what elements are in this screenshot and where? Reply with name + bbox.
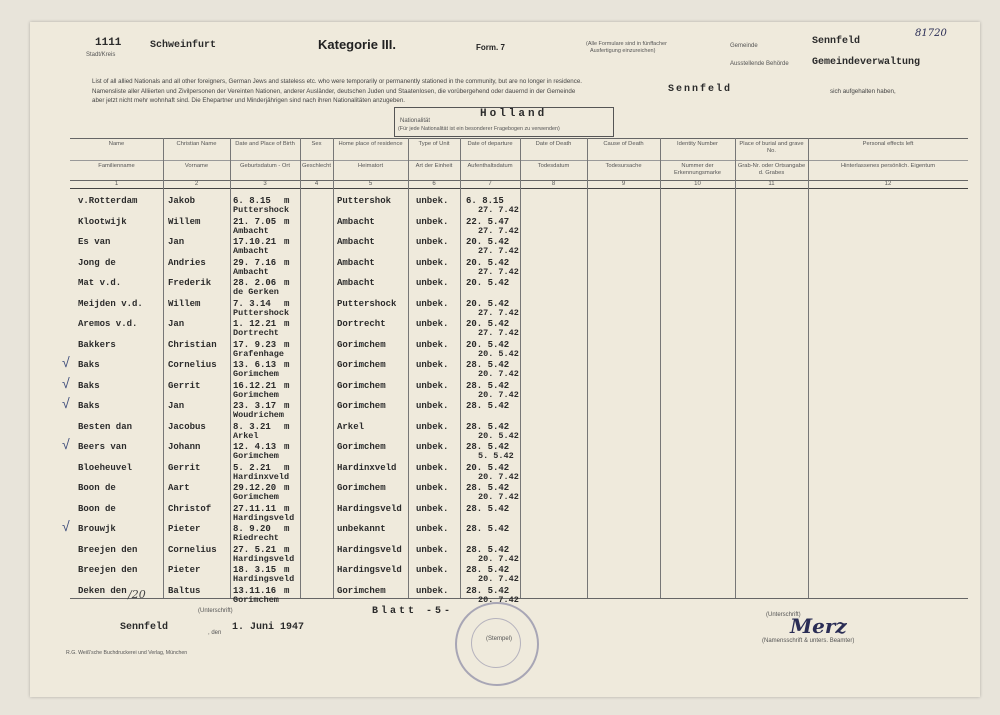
date-second-cell: 20. 7.42 [478, 369, 519, 379]
first-name-cell: Jacobus [168, 421, 206, 432]
birth-place-cell: Gorimchem [233, 389, 279, 400]
column-divider [520, 138, 521, 598]
date-second-cell: 20. 7.42 [478, 471, 519, 482]
footer-den: , den [208, 630, 222, 636]
nationality-value: Holland [480, 108, 548, 120]
unit-cell: unbek. [416, 524, 449, 534]
official-stamp [455, 602, 539, 686]
first-name-cell: Willem [168, 216, 201, 227]
date-cell: 28. 5.42 [466, 483, 510, 493]
surname-cell: Klootwijk [78, 216, 127, 227]
home-cell: Gorimchem [337, 585, 386, 596]
date-cell: 28. 5.42 [466, 401, 510, 411]
date-second-cell: 20. 5.42 [478, 348, 519, 359]
home-cell: Gorimchem [337, 442, 386, 452]
birth-date-cell: 7. 3.14 [233, 298, 271, 309]
column-number: 3 [263, 181, 267, 187]
first-name-cell: Gerrit [168, 380, 201, 391]
home-cell: Ambacht [337, 237, 375, 247]
date-second-cell: 20. 7.42 [478, 492, 519, 502]
column-header-en: Date and Place of Birth [235, 141, 295, 147]
column-header-de: Nummer der Erkennungsmarke [673, 163, 722, 176]
intro-line-2-end: sich aufgehalten haben, [830, 88, 896, 95]
birth-place-cell: Ambacht [233, 225, 269, 236]
table-top-rule [70, 138, 968, 139]
date-cell: 20. 5.42 [466, 278, 510, 288]
surname-cell: Breejen den [78, 565, 138, 575]
date-cell: 22. 5.47 [466, 216, 510, 227]
date-cell: 28. 5.42 [466, 524, 510, 534]
birth-place-cell: Ambacht [233, 266, 269, 277]
sex-cell: m [284, 544, 290, 555]
first-name-cell: Pieter [168, 524, 201, 534]
first-name-cell: Johann [168, 442, 201, 452]
date-cell: 20. 5.42 [466, 319, 510, 329]
footer-date: 1. Juni 1947 [232, 622, 305, 633]
home-cell: Hardingsveld [337, 565, 402, 575]
unit-cell: unbek. [416, 380, 449, 391]
date-cell: 28. 5.42 [466, 421, 510, 432]
authority-label: Ausstellende Behörde [730, 61, 789, 67]
column-header-de: Geschlecht [302, 163, 331, 169]
birth-place-cell: Gorimchem [233, 492, 279, 502]
home-cell: Puttershock [337, 298, 397, 309]
date-cell: 28. 5.42 [466, 380, 510, 391]
birth-place-cell: Puttershock [233, 307, 290, 318]
intro-line-2: Namensliste aller Alliierten und Zivilpersonen der Vereinten Nationen, anderer Ausländer, deutschen Juden und Staatenlosen, die vorübergehend oder dauernd in der Gemeinde [92, 88, 576, 95]
column-divider [660, 138, 661, 598]
first-name-cell: Baltus [168, 585, 201, 596]
date-cell: 28. 5.42 [466, 503, 510, 514]
birth-place-cell: Arkel [233, 430, 259, 441]
date-second-cell: 20. 5.42 [478, 430, 519, 441]
first-name-cell: Christian [168, 339, 217, 350]
surname-cell: Brouwjk [78, 524, 116, 534]
sign-note: (Unterschrift) [766, 612, 801, 618]
sex-cell: m [284, 319, 290, 329]
header-mid-rule [70, 160, 968, 161]
birth-place-cell: Woudrichem [233, 410, 285, 420]
sex-cell: m [284, 196, 290, 206]
unit-cell: unbek. [416, 503, 449, 514]
surname-cell: Jong de [78, 257, 116, 268]
stamp-label: (Stempel) [486, 636, 513, 642]
home-cell: Ambacht [337, 257, 375, 268]
first-name-cell: Aart [168, 483, 190, 493]
birth-date-cell: 29. 7.16 [233, 257, 277, 268]
first-name-cell: Frederik [168, 278, 212, 288]
surname-cell: Baks [78, 360, 100, 370]
column-header-de: Hinterlassenes persönlich. Eigentum [840, 163, 936, 169]
column-header-en: Cause of Death [603, 141, 644, 147]
unit-cell: unbek. [416, 298, 449, 309]
surname-cell: Aremos v.d. [78, 319, 138, 329]
community-value: Sennfeld [812, 36, 861, 47]
date-cell: 20. 5.42 [466, 339, 510, 350]
birth-place-cell: Dortrecht [233, 328, 279, 338]
footer-place: Sennfeld [120, 622, 169, 633]
birth-place-cell: Hardinxveld [233, 471, 290, 482]
column-number: 6 [432, 181, 436, 187]
surname-cell: Bakkers [78, 339, 116, 350]
date-second-cell: 27. 7.42 [478, 225, 519, 236]
sex-cell: m [284, 585, 290, 596]
sex-cell: m [284, 524, 290, 534]
check-mark-icon: √ [62, 395, 70, 411]
first-name-cell: Willem [168, 298, 201, 309]
sex-cell: m [284, 298, 290, 309]
first-name-cell: Jakob [168, 196, 196, 206]
column-number: 8 [551, 181, 556, 187]
intro-community: Sennfeld [668, 84, 733, 95]
surname-cell: Es van [78, 237, 111, 247]
home-cell: Gorimchem [337, 401, 386, 411]
column-divider [587, 138, 588, 598]
column-header-de: Grab-Nr. oder Ortsangabe d. Grabes [737, 163, 806, 176]
first-name-cell: Cornelius [168, 544, 217, 555]
column-divider [408, 138, 409, 598]
surname-cell: Mat v.d. [78, 278, 122, 288]
sex-cell: m [284, 503, 290, 514]
check-mark-icon: √ [62, 354, 70, 370]
column-number: 12 [884, 181, 892, 187]
surname-cell: Baks [78, 401, 100, 411]
city-value: Schweinfurt [150, 40, 217, 51]
surname-cell: Beers van [78, 442, 127, 452]
unit-cell: unbek. [416, 278, 449, 288]
date-second-cell: 20. 7.42 [478, 389, 519, 400]
birth-date-cell: 23. 3.17 [233, 401, 277, 411]
first-name-cell: Jan [168, 401, 185, 411]
list-number: 1111 [95, 37, 122, 49]
birth-place-cell: Ambacht [233, 246, 269, 256]
unit-cell: unbek. [416, 216, 449, 227]
intro-line-1: List of all allied Nationals and all other foreigners, German Jews and stateless etc. who were temporarily or permanently stationed in the community, but are no longer in residence. [92, 78, 582, 85]
column-header-en: Name [108, 141, 125, 147]
birth-place-cell: Grafenhage [233, 348, 285, 359]
column-divider [735, 138, 736, 598]
birth-date-cell: 17.10.21 [233, 237, 277, 247]
column-header-en: Date of Death [535, 141, 572, 147]
unit-cell: unbek. [416, 544, 449, 555]
date-cell: 28. 5.42 [466, 360, 510, 370]
first-name-cell: Cornelius [168, 360, 217, 370]
archive-number: 81720 [915, 28, 947, 39]
nationality-label: Nationalität [400, 118, 431, 124]
column-number: 5 [368, 181, 373, 187]
birth-date-cell: 6. 8.15 [233, 196, 271, 206]
surname-cell: Besten dan [78, 421, 133, 432]
unit-cell: unbek. [416, 196, 449, 206]
form-note-2: Ausfertigung einzureichen) [590, 48, 656, 54]
date-cell: 6. 8.15 [466, 196, 504, 206]
column-header-de: Todesursache [605, 163, 642, 169]
surname-cell: v.Rotterdam [78, 196, 138, 206]
column-header-de: Todesdatum [537, 163, 570, 169]
home-cell: Puttershok [337, 196, 392, 206]
sex-cell: m [284, 339, 290, 350]
column-divider [230, 138, 231, 598]
date-second-cell: 27. 7.42 [478, 307, 519, 318]
home-cell: Ambacht [337, 278, 375, 288]
date-cell: 28. 5.42 [466, 544, 510, 555]
birth-place-cell: Riedrecht [233, 533, 279, 543]
birth-date-cell: 21. 7.05 [233, 216, 277, 227]
number-rule [70, 188, 968, 189]
column-number: 2 [194, 181, 199, 187]
first-name-cell: Andries [168, 257, 206, 268]
name-note: (Namensschrift & unters. Beamter) [762, 638, 855, 644]
birth-place-cell: Gorimchem [233, 369, 279, 379]
column-divider [333, 138, 334, 598]
date-second-cell: 27. 7.42 [478, 205, 519, 215]
sex-cell: m [284, 360, 290, 370]
unit-cell: unbek. [416, 360, 449, 370]
surname-cell: Boon de [78, 483, 116, 493]
surname-cell: Bloeheuvel [78, 462, 133, 473]
date-cell: 20. 5.42 [466, 237, 510, 247]
column-number: 4 [314, 181, 319, 187]
column-divider [300, 138, 301, 598]
signature-label-left: (Unterschrift) [198, 608, 233, 614]
birth-date-cell: 16.12.21 [233, 380, 277, 391]
surname-cell: Boon de [78, 503, 116, 514]
birth-place-cell: Puttershock [233, 205, 290, 215]
birth-date-cell: 28. 2.06 [233, 278, 277, 288]
home-cell: Gorimchem [337, 380, 386, 391]
sex-cell: m [284, 462, 290, 473]
birth-date-cell: 8. 9.20 [233, 524, 271, 534]
column-divider [808, 138, 809, 598]
form-note-1: (Alle Formulare sind in fünffacher [586, 41, 667, 47]
unit-cell: unbek. [416, 339, 449, 350]
surname-cell: Baks [78, 380, 100, 391]
column-number: 1 [114, 181, 119, 187]
sex-cell: m [284, 565, 290, 575]
birth-date-cell: 13. 6.13 [233, 360, 277, 370]
birth-date-cell: 29.12.20 [233, 483, 277, 493]
nationality-note: (Für jede Nationalität ist ein besonderer Fragebogen zu verwenden) [398, 126, 560, 132]
birth-date-cell: 1. 12.21 [233, 319, 277, 329]
unit-cell: unbek. [416, 442, 449, 452]
column-header-en: Sex [311, 141, 322, 147]
authority-value: Gemeindeverwaltung [812, 57, 921, 68]
date-second-cell: 20. 7.42 [478, 574, 519, 584]
signature: Merz [790, 614, 847, 638]
first-name-cell: Jan [168, 237, 185, 247]
unit-cell: unbek. [416, 257, 449, 268]
unit-cell: unbek. [416, 585, 449, 596]
column-header-en: Type of Unit [418, 141, 450, 147]
form-number: Form. 7 [476, 43, 505, 52]
column-header-de: Heimatort [357, 163, 384, 169]
sex-cell: m [284, 278, 290, 288]
first-name-cell: Jan [168, 319, 185, 329]
column-header-en: Place of burial and grave No. [739, 141, 804, 154]
birth-date-cell: 17. 9.23 [233, 339, 277, 350]
birth-place-cell: Gorimchem [233, 451, 279, 461]
home-cell: Hardingsveld [337, 503, 402, 514]
birth-place-cell: de Gerken [233, 287, 279, 297]
column-header-en: Christian Name [176, 141, 217, 147]
sheet-number: Blatt -5- [372, 606, 454, 617]
column-header-en: Personal effects left [862, 141, 914, 147]
date-second-cell: 20. 7.42 [478, 553, 519, 564]
column-header-en: Date of departure [467, 141, 513, 147]
column-header-de: Aufenthaltsdatum [467, 163, 513, 169]
surname-cell: Deken den [78, 585, 127, 596]
check-mark-icon: √ [62, 518, 70, 534]
birth-place-cell: Hardingsveld [233, 574, 295, 584]
column-header-de: Art der Einheit [415, 163, 453, 169]
check-mark-icon: √ [62, 436, 70, 452]
date-cell: 28. 5.42 [466, 585, 510, 596]
sex-cell: m [284, 257, 290, 268]
birth-date-cell: 8. 3.21 [233, 421, 271, 432]
date-second-cell: 27. 7.42 [478, 266, 519, 277]
unit-cell: unbek. [416, 237, 449, 247]
category-title: Kategorie III. [318, 37, 397, 52]
column-number: 10 [694, 181, 701, 187]
unit-cell: unbek. [416, 401, 449, 411]
column-number: 9 [621, 181, 626, 187]
city-label: Stadt/Kreis [86, 52, 116, 58]
first-name-cell: Pieter [168, 565, 201, 575]
sex-cell: m [284, 401, 290, 411]
first-name-cell: Christof [168, 503, 212, 514]
birth-place-cell: Gorimchem [233, 594, 279, 605]
first-name-cell: Gerrit [168, 462, 201, 473]
date-cell: 20. 5.42 [466, 298, 510, 309]
community-label: Gemeinde [730, 43, 758, 49]
date-cell: 28. 5.42 [466, 442, 510, 452]
column-header-de: Geburtsdatum - Ort [240, 163, 290, 169]
column-header-de: Vorname [184, 163, 209, 169]
date-second-cell: 27. 7.42 [478, 246, 519, 256]
unit-cell: unbek. [416, 483, 449, 493]
surname-cell: Breejen den [78, 544, 138, 555]
birth-date-cell: 27.11.11 [233, 503, 277, 514]
unit-cell: unbek. [416, 319, 449, 329]
date-second-cell: 27. 7.42 [478, 328, 519, 338]
birth-place-cell: Hardingsveld [233, 512, 295, 523]
birth-date-cell: 5. 2.21 [233, 462, 271, 473]
home-cell: Gorimchem [337, 483, 386, 493]
margin-note: /20 [128, 588, 146, 601]
sex-cell: m [284, 237, 290, 247]
column-header-en: Home place of residence [338, 141, 403, 147]
date-cell: 20. 5.42 [466, 257, 510, 268]
intro-line-3: aber jetzt nicht mehr wohnhaft sind. Die Ehepartner und Minderjährigen sind nach ihren Nationalitäten anzugeben. [92, 97, 406, 104]
column-divider [460, 138, 461, 598]
check-mark-icon: √ [62, 374, 70, 391]
column-number: 11 [768, 181, 775, 187]
sex-cell: m [284, 380, 290, 391]
home-cell: Gorimchem [337, 339, 386, 350]
birth-place-cell: Hardingsveld [233, 553, 295, 564]
sex-cell: m [284, 442, 290, 452]
surname-cell: Meijden v.d. [78, 298, 143, 309]
birth-date-cell: 13.11.16 [233, 585, 277, 596]
home-cell: unbekannt [337, 524, 386, 534]
home-cell: Dortrecht [337, 319, 386, 329]
date-second-cell: 20. 7.42 [478, 594, 519, 605]
unit-cell: unbek. [416, 421, 449, 432]
column-divider [163, 138, 164, 598]
home-cell: Gorimchem [337, 360, 386, 370]
home-cell: Hardinxveld [337, 462, 397, 473]
birth-date-cell: 27. 5.21 [233, 544, 277, 555]
sex-cell: m [284, 421, 290, 432]
unit-cell: unbek. [416, 565, 449, 575]
printer-note: R.G. Weiß'sche Buchdruckerei und Verlag, München [66, 650, 188, 656]
sex-cell: m [284, 483, 290, 493]
column-number: 7 [488, 181, 492, 187]
date-second-cell: 5. 5.42 [478, 451, 514, 461]
home-cell: Ambacht [337, 216, 375, 227]
date-cell: 28. 5.42 [466, 565, 510, 575]
unit-cell: unbek. [416, 462, 449, 473]
date-cell: 20. 5.42 [466, 462, 510, 473]
table-bottom-rule [70, 598, 968, 599]
column-header-en: Identity Number [677, 141, 718, 147]
column-header-de: Familienname [98, 163, 135, 169]
sex-cell: m [284, 216, 290, 227]
home-cell: Arkel [337, 421, 365, 432]
home-cell: Hardingsveld [337, 544, 402, 555]
birth-date-cell: 18. 3.15 [233, 565, 277, 575]
birth-date-cell: 12. 4.13 [233, 442, 277, 452]
